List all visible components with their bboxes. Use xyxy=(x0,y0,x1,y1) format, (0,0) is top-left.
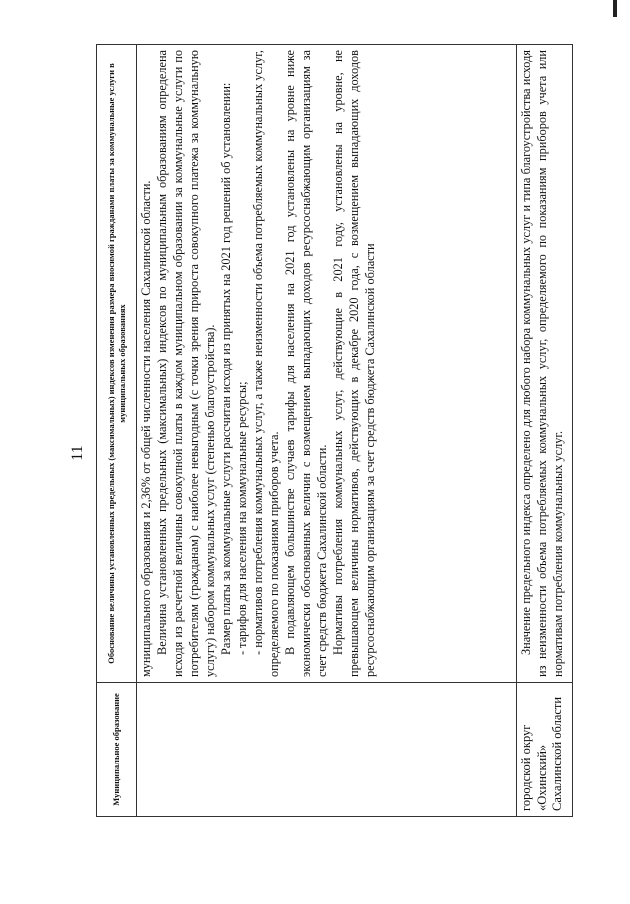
list-item: - нормативов потребления коммунальных услуг, а также неизменности объема потребляемых коммунальных услуг, определяемого по показаниям приборов учета. xyxy=(250,50,281,677)
justification-cell xyxy=(137,45,517,683)
header-justification: Обоснование величины установленных предельных (максимальных) индексов изменения размера вносимой гражданами платы за коммунальные услуги в муниципальных образованиях xyxy=(97,45,137,683)
paragraph: Нормативы потребления коммунальных услуг, действующие в 2021 году, установлены на уровне, не превышающем величины нормативов, действующих в декабре 2020 года, с возмещением выпадающих доходов ресурсоснабжающим организациям за счет средств бюджета Сахалинской области xyxy=(330,50,377,677)
municipality-cell xyxy=(137,683,517,817)
list-item: - тарифов для населения на коммунальные ресурсы; xyxy=(234,381,249,655)
scan-edge-mark xyxy=(613,0,617,17)
paragraph: Величина установленных предельных (максимальных) индексов по муниципальным образованиям определена исходя из расчетной величины совокупной платы в каждом муниципальном образовании за коммунальные услуги по потребителям (гражданам) с наиболее невыгодным (с точки зрения прироста совокупного платежа за коммунальную услугу) набором коммунальных услуг (степенью благоустройства). xyxy=(154,50,217,677)
municipality-cell: городской округ «Охинский» Сахалинской области xyxy=(517,683,573,817)
paragraph: Размер платы за коммунальные услуги рассчитан исходя из принятых на 2021 год решений об установлении: xyxy=(218,82,233,655)
page-number: 11 xyxy=(69,445,86,461)
paragraph: Значение предельного индекса определено для любого набора коммунальных услуг и типа благоустройства исходя из неизменности объема потребляемых коммунальных услуг, определяемого по показаниям приборов учета или нормативам потребления коммунальных услуг. xyxy=(519,50,565,677)
header-municipality: Муниципальное образование xyxy=(97,683,137,817)
justification-cell xyxy=(517,45,573,683)
table-header-row xyxy=(97,45,137,817)
justification-table xyxy=(96,44,573,817)
table-row xyxy=(137,45,517,817)
rotated-table-container xyxy=(96,45,572,817)
paragraph: муниципального образования и 2,36% от общей численности населения Сахалинской области. xyxy=(139,180,153,677)
table-row xyxy=(517,45,573,817)
paragraph: В подавляющем большинстве случаев тарифы для населения на 2021 год установлены на уровне ниже экономически обоснованных величин с возмещением выпадающих доходов ресурсоснабжающим организациям за счет средств бюджета Сахалинской области. xyxy=(282,50,329,677)
